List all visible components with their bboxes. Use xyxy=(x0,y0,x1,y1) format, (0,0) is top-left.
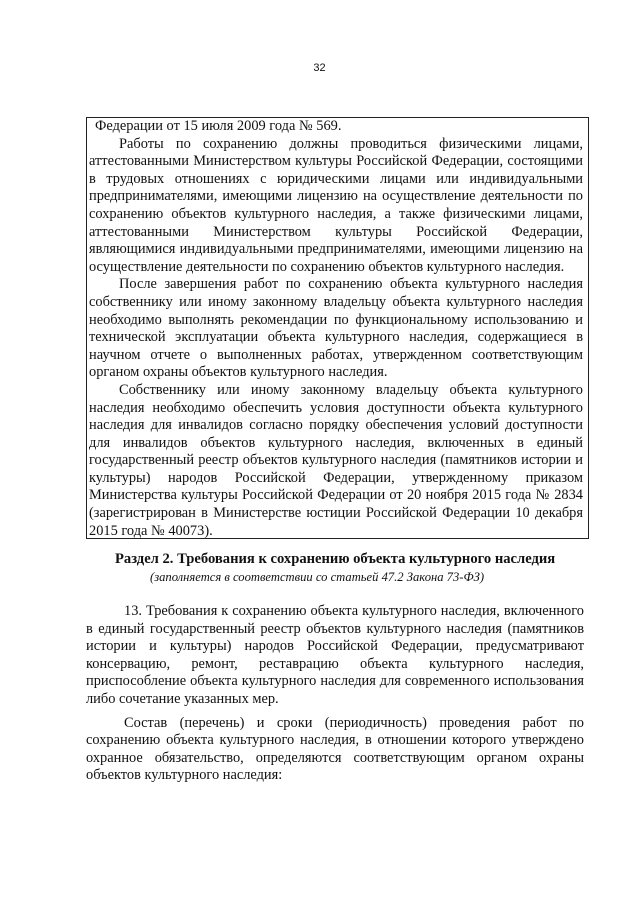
box-paragraph-4: Собственнику или иному законному владельцу объекта культурного наследия необходимо обеспечить условия доступности объекта культурного наследия для инвалидов согласно порядку обеспечения условий доступности для инвалидов объектов культурного наследия, включенных в единый государственный реестр объектов культурного наследия (памятников истории и культуры) народов Российской Федерации, утвержденному приказом Министерства культуры Российской Федерации от 20 ноября 2015 года № 2834 (зарегистрирован в Министерстве юстиции Российской Федерации 10 декабря 2015 года № 40073). xyxy=(89,381,583,539)
section-note: (заполняется в соответствии со статьей 47.2 Закона 73-ФЗ) xyxy=(150,570,485,584)
page-number: 32 xyxy=(313,62,326,74)
framed-text xyxy=(89,118,583,540)
section-paragraph-1: 13. Требования к сохранению объекта культурного наследия, включенного в единый государственный реестр объектов культурного наследия (памятников истории и культуры) народов Российской Федерации, предусматривают консервацию, ремонт, реставрацию объекта культурного наследия, приспособление объекта культурного наследия для современного использования либо сочетание указанных мер. xyxy=(86,603,584,707)
box-paragraph-2: Работы по сохранению должны проводиться физическими лицами, аттестованными Министерством культуры Российской Федерации, состоящими в трудовых отношениях с юридическими лицами или индивидуальными предпринимателями, имеющими лицензию на осуществление деятельности по сохранению объектов культурного наследия, а также физическими лицами, аттестованными Министерством культуры Российской Федерации, являющимися индивидуальными предпринимателями, имеющими лицензию на осуществление деятельности по сохранению объектов культурного наследия. xyxy=(89,135,583,275)
box-paragraph-1: Федерации от 15 июля 2009 года № 569. xyxy=(95,118,342,134)
section-paragraph-2: Состав (перечень) и сроки (периодичность) проведения работ по сохранению объекта культурного наследия, в отношении которого утверждено охранное обязательство, определяются соответствующим органом охраны объектов культурного наследия: xyxy=(86,714,584,784)
section-body xyxy=(86,603,584,785)
section-heading: Раздел 2. Требования к сохранению объекта культурного наследия xyxy=(115,551,556,567)
box-paragraph-3: После завершения работ по сохранению объекта культурного наследия собственнику или иному законному владельцу объекта культурного наследия необходимо выполнять рекомендации по функциональному использованию и технической эксплуатации объекта культурного наследия, содержащиеся в научном отчете о выполненных работах, утвержденном соответствующим органом охраны объектов культурного наследия. xyxy=(89,276,583,381)
